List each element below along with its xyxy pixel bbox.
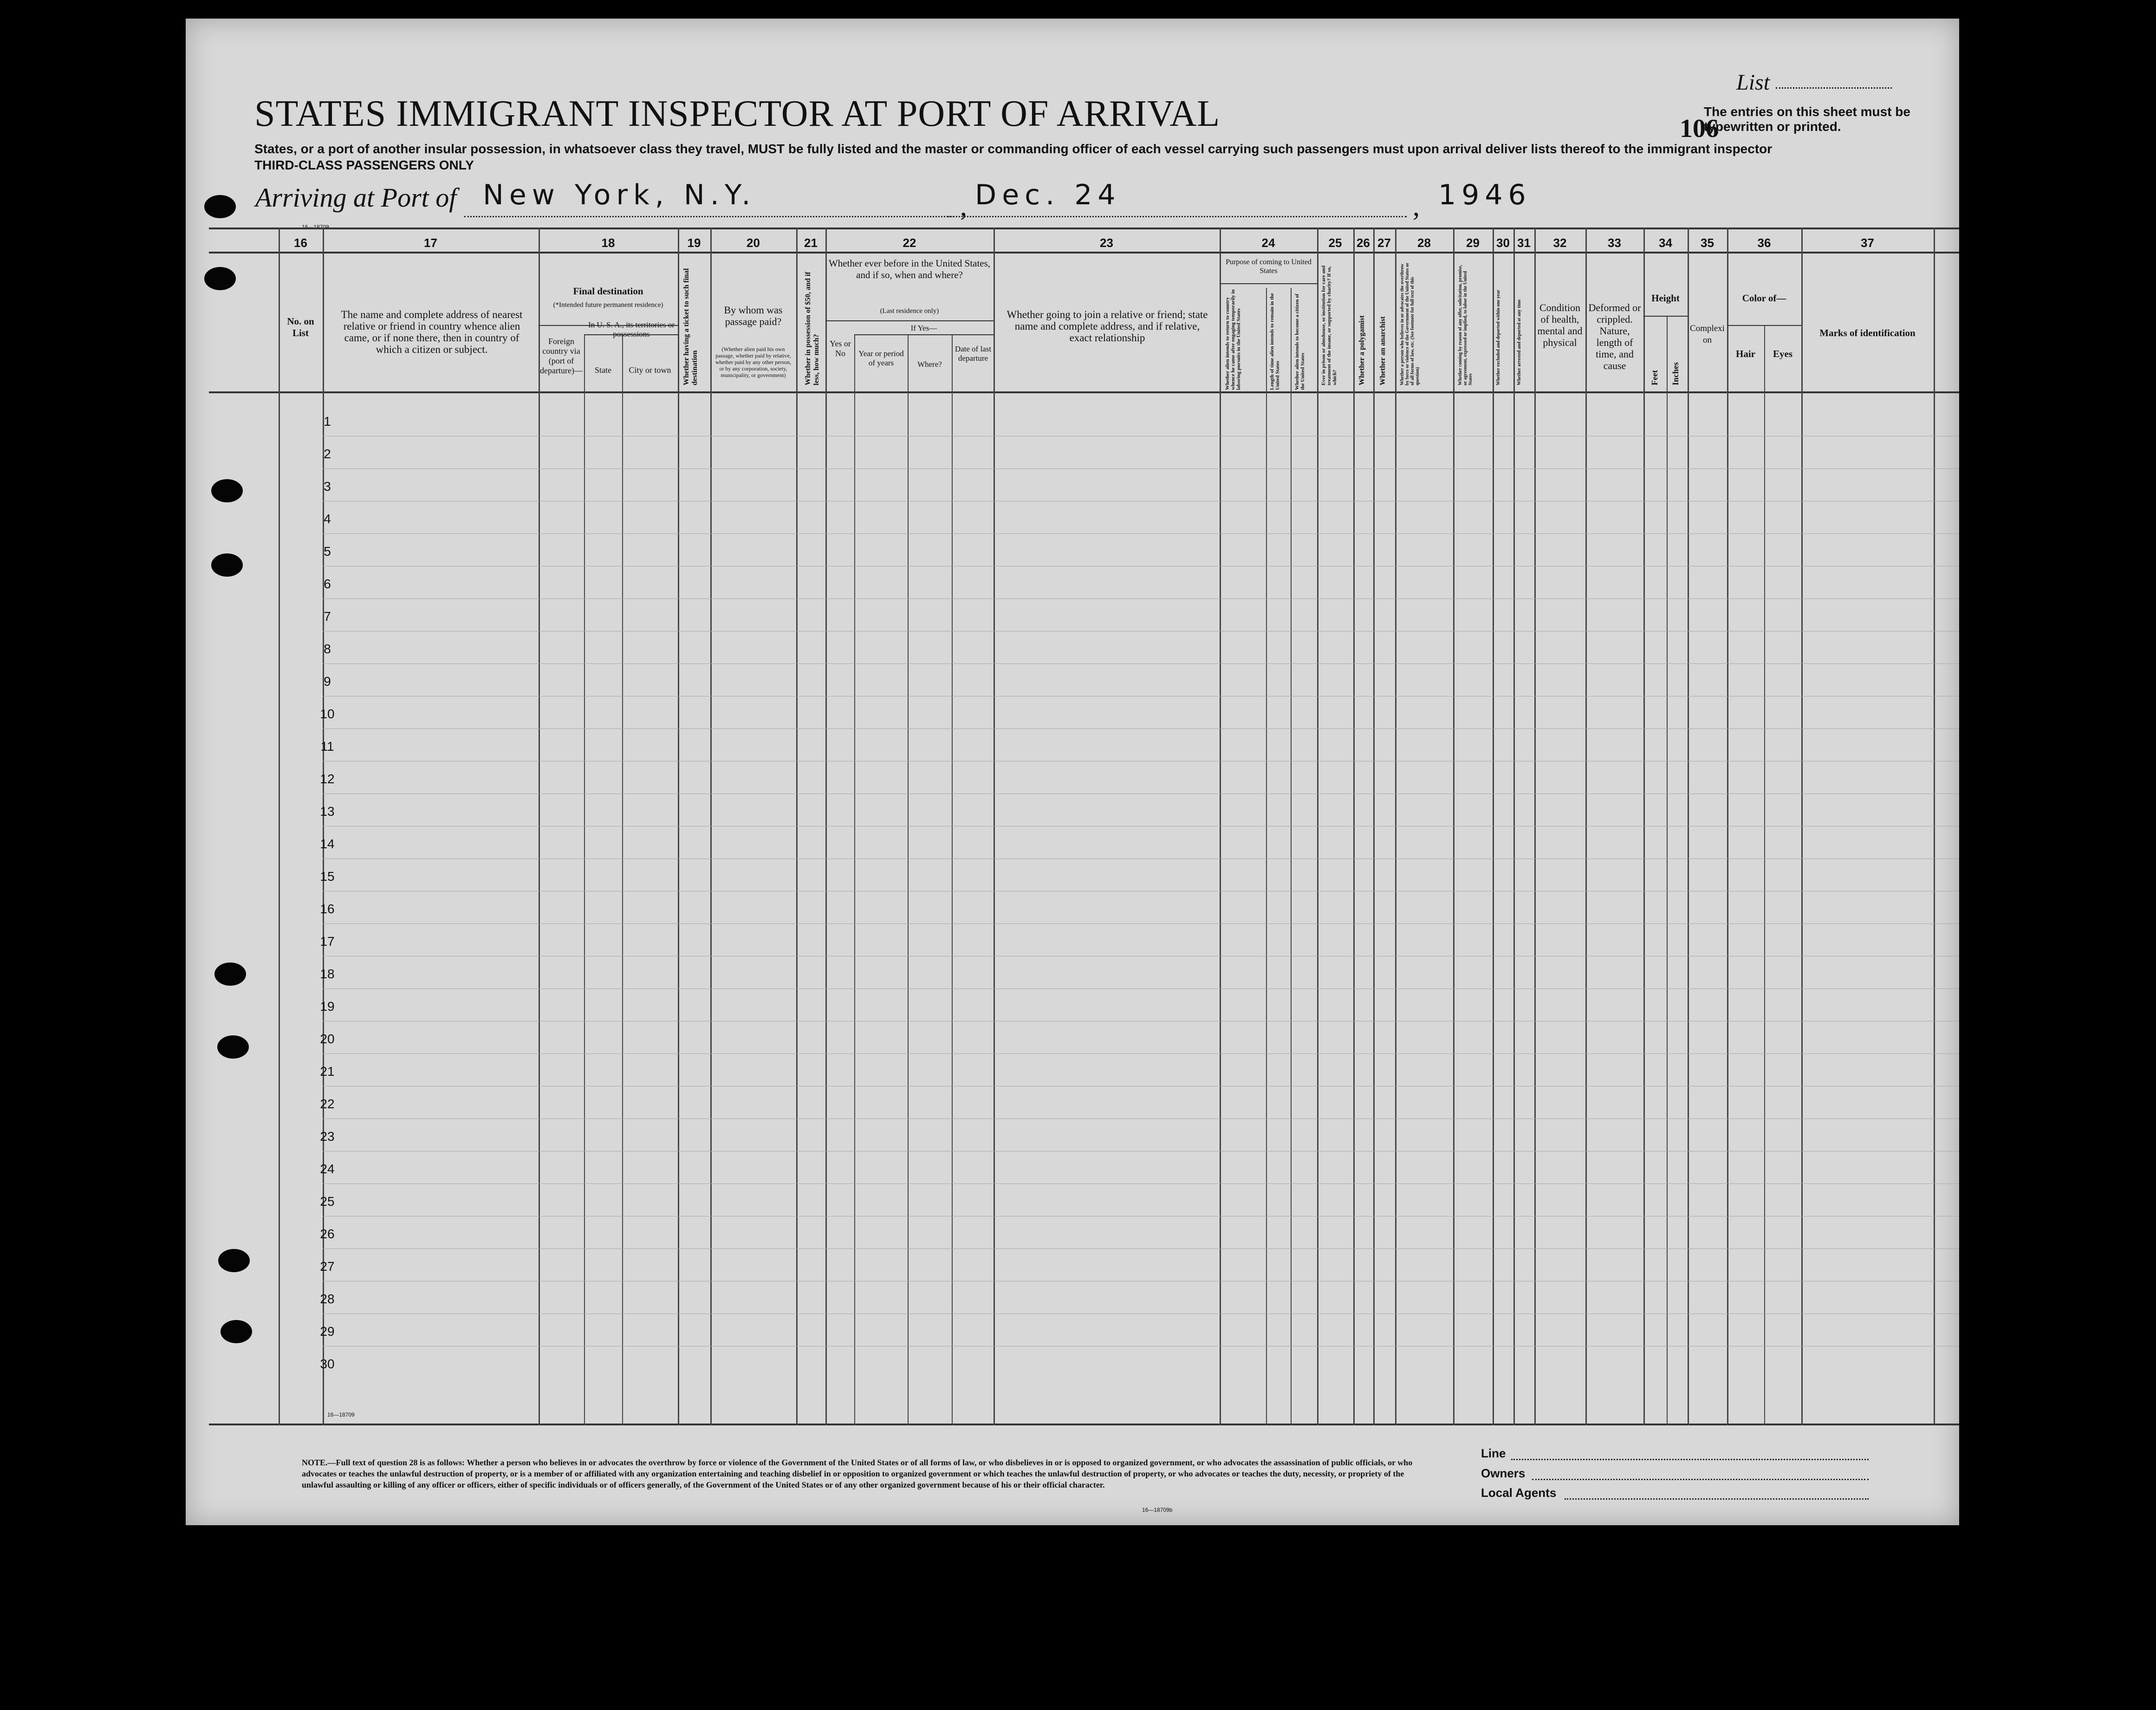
subcol-divider xyxy=(952,334,953,1425)
header-purpose: Purpose of coming to United States xyxy=(1226,258,1312,275)
subcol-divider xyxy=(908,334,909,1425)
col-divider xyxy=(710,228,712,1425)
row-number: 7 xyxy=(324,609,331,624)
subcol-divider xyxy=(1667,316,1668,1425)
header-excluded: Whether excluded and deported within one year xyxy=(1496,290,1501,385)
col-num-36: 36 xyxy=(1757,236,1771,250)
col-num-29: 29 xyxy=(1466,236,1480,250)
punch-hole xyxy=(218,1249,250,1272)
header-purpose-return: Whether alien intends to return to country whence he came after engaging temporarily in laboring pursuits in the United States xyxy=(1225,289,1241,390)
sig-owners-rule xyxy=(1532,1479,1869,1480)
header-overthrow: Whether a person who believes in or advocates the overthrow by force or violence of the Government of the United States or of all forms of law, etc. (See footnote for full text of this question) xyxy=(1400,262,1420,385)
header-nearest-relative: The name and complete address of nearest relative or friend in country whence alien came, or if none there, then in country of which a citizen or subject. xyxy=(341,309,523,355)
row-rule xyxy=(323,1118,1959,1119)
row-number: 11 xyxy=(320,739,334,754)
row-number: 10 xyxy=(320,707,335,721)
form-code-bottom: 16—18709 xyxy=(327,1411,355,1418)
col-divider xyxy=(1513,228,1515,1425)
col-num-32: 32 xyxy=(1553,236,1567,250)
header-height: Height xyxy=(1651,293,1680,304)
header-polygamist: Whether a polygamist xyxy=(1358,315,1366,385)
subcol-divider xyxy=(1266,288,1267,1425)
header-bottom-rule xyxy=(209,391,1959,393)
port-handwritten: New York, N.Y. xyxy=(483,179,756,211)
row-rule xyxy=(323,923,1959,924)
header-feet: Feet xyxy=(1650,370,1659,385)
punch-hole xyxy=(214,962,246,986)
col-divider xyxy=(1688,228,1689,1425)
header-ticket: Whether having a ticket to such final destination xyxy=(682,268,699,385)
row-number: 4 xyxy=(324,512,331,526)
col-num-16: 16 xyxy=(294,236,307,250)
row-rule xyxy=(323,1183,1959,1184)
col-num-21: 21 xyxy=(804,236,818,250)
col-divider xyxy=(1534,228,1536,1425)
row-number: 28 xyxy=(320,1292,335,1306)
header-where: Where? xyxy=(917,360,942,369)
row-number: 26 xyxy=(320,1227,335,1241)
row-number: 24 xyxy=(320,1162,335,1176)
subcol-divider xyxy=(584,334,585,1425)
header-no-on-list: No. on List xyxy=(287,316,314,338)
header-last-residence: (Last residence only) xyxy=(880,307,939,315)
class-note: THIRD-CLASS PASSENGERS ONLY xyxy=(254,158,474,172)
punch-hole xyxy=(204,195,236,218)
header-final-destination-note: (*Intended future permanent residence) xyxy=(553,301,663,309)
subcol-divider xyxy=(1291,288,1292,1425)
header-prison: Ever in prison or almshouse, or institution for care and treatment of the insane, or supported by charity? If so, which? xyxy=(1321,265,1338,385)
year-handwritten: 1946 xyxy=(1438,179,1532,211)
row-number: 16 xyxy=(320,902,335,916)
row-number: 3 xyxy=(324,479,331,494)
row-number: 23 xyxy=(320,1129,335,1144)
col-divider xyxy=(1317,228,1318,1425)
subcol-divider xyxy=(622,334,623,1425)
col-divider xyxy=(1353,228,1355,1425)
subheader-rule xyxy=(854,334,994,335)
row-rule xyxy=(323,728,1959,729)
sig-agents-rule xyxy=(1565,1498,1869,1500)
header-anarchist: Whether an anarchist xyxy=(1379,316,1387,385)
col-num-22: 22 xyxy=(903,236,916,250)
header-passage-paid-note: (Whether alien paid his own passage, whether paid by relative, whether paid by any other person, or by any corporation, society, municipality, or government) xyxy=(715,346,792,378)
col-divider xyxy=(825,228,827,1425)
header-if-yes: If Yes— xyxy=(910,324,937,332)
row-number: 1 xyxy=(324,414,331,429)
row-number: 15 xyxy=(320,869,335,884)
col-num-20: 20 xyxy=(747,236,760,250)
footnote: NOTE.—Full text of question 28 is as follows: Whether a person who believes in or advocates the overthrow by force or violence of the Government of the United States or of all forms of law, or who disbelieves in or is opposed to organized government, or who advocates the assassination of public officials, or who advocates or teaches the unlawful destruction of property, or is a member of or affiliated with any organization entertaining and teaching disbelief in or opposition to organized government or which teaches the unlawful destruction of property, or who advocates or teaches the duty, necessity, or propriety of the unlawful assaulting or killing of any officer or officers, either of specific individuals or of officers generally, of the Government of the United States or of any other organized government because of his or their official character. xyxy=(302,1458,1413,1489)
subcol-divider xyxy=(854,334,855,1425)
note-form-code: 16—18709b xyxy=(1142,1507,1173,1513)
col-num-27: 27 xyxy=(1377,236,1391,250)
col-divider xyxy=(1727,228,1728,1425)
header-foreign-country: Foreign country via (port of departure)— xyxy=(540,337,583,375)
row-rule xyxy=(323,793,1959,794)
row-number: 8 xyxy=(324,642,331,656)
column-number-rule xyxy=(209,252,1959,254)
col-divider xyxy=(279,228,280,1425)
row-number: 21 xyxy=(320,1064,335,1079)
header-city: City or town xyxy=(629,365,671,375)
col-num-31: 31 xyxy=(1517,236,1531,250)
col-num-33: 33 xyxy=(1608,236,1621,250)
col-divider xyxy=(1373,228,1375,1425)
punch-hole xyxy=(217,1035,249,1059)
col-num-23: 23 xyxy=(1100,236,1113,250)
col-divider xyxy=(1493,228,1494,1425)
port-line xyxy=(464,216,954,217)
header-deformed: Deformed or crippled. Nature, length of time, and cause xyxy=(1588,302,1641,371)
manifest-sheet xyxy=(186,19,1959,1525)
punch-hole xyxy=(211,553,243,577)
row-rule xyxy=(323,533,1959,534)
header-period: Year or period of years xyxy=(858,349,904,367)
subheader-rule xyxy=(1220,283,1317,284)
col-divider xyxy=(796,228,798,1425)
col-divider xyxy=(1643,228,1645,1425)
entries-note: The entries on this sheet must be typewritten or printed. xyxy=(1704,104,1910,134)
instructions-line: States, or a port of another insular possession, in whatsoever class they travel, MUST be fully listed and the master or commanding officer of each vessel carrying such passengers must upon arrival deliver lists thereof to the immigrant inspector xyxy=(254,142,1773,156)
header-health: Condition of health, mental and physical xyxy=(1537,302,1583,348)
col-divider xyxy=(1395,228,1396,1425)
header-in-usa: In U. S. A., its territories or possessions xyxy=(588,320,675,338)
punch-hole xyxy=(221,1320,252,1343)
col-divider xyxy=(1801,228,1803,1425)
header-final-destination: Final destination xyxy=(573,286,643,297)
punch-hole xyxy=(211,479,243,502)
row-number: 14 xyxy=(320,837,335,851)
col-num-17: 17 xyxy=(424,236,437,250)
page-title: STATES IMMIGRANT INSPECTOR AT PORT OF ARRIVAL xyxy=(254,93,1221,134)
header-complexion: Complexion xyxy=(1690,324,1725,345)
header-yes-no: Yes or No xyxy=(830,339,851,358)
subheader-rule xyxy=(1643,316,1688,317)
col-divider xyxy=(1585,228,1587,1425)
col-num-28: 28 xyxy=(1417,236,1431,250)
comma-separator: , xyxy=(1413,191,1420,221)
sig-owners-label: Owners xyxy=(1481,1466,1526,1480)
header-eyes: Eyes xyxy=(1773,348,1792,359)
col-num-24: 24 xyxy=(1261,236,1275,250)
table-bottom-rule xyxy=(209,1424,1959,1425)
row-number: 19 xyxy=(320,999,335,1014)
row-rule xyxy=(323,598,1959,599)
comma-separator: , xyxy=(960,191,967,221)
row-number: 27 xyxy=(320,1259,335,1274)
col-divider xyxy=(1453,228,1455,1425)
header-purpose-length: Length of time alien intends to remain in the United States xyxy=(1269,293,1280,390)
row-rule xyxy=(323,663,1959,664)
table-top-rule xyxy=(209,228,1959,229)
header-state: State xyxy=(595,365,611,375)
row-rule xyxy=(323,988,1959,989)
row-number: 13 xyxy=(320,804,335,819)
col-num-30: 30 xyxy=(1496,236,1510,250)
row-number: 30 xyxy=(320,1357,335,1371)
header-fifty-dollars: Whether in possession of $50, and if less, how much? xyxy=(804,272,820,385)
col-divider xyxy=(994,228,995,1425)
subheader-rule xyxy=(1727,325,1801,326)
row-number: 5 xyxy=(324,544,331,559)
col-divider xyxy=(1934,228,1935,1425)
list-label: List xyxy=(1736,70,1770,95)
header-ever-before: Whether ever before in the United States, and if so, when and where? xyxy=(828,258,991,280)
arriving-label: Arriving at Port of xyxy=(255,182,457,213)
col-num-34: 34 xyxy=(1659,236,1672,250)
sig-line-label: Line xyxy=(1481,1446,1506,1460)
row-rule xyxy=(323,1248,1959,1249)
punch-hole xyxy=(204,267,236,290)
form-code-top: 16—18709 xyxy=(302,224,329,230)
sig-agents-label: Local Agents xyxy=(1481,1486,1557,1500)
manifest-table xyxy=(209,223,1959,1425)
date-handwritten: Dec. 24 xyxy=(975,179,1121,211)
row-number: 25 xyxy=(320,1194,335,1209)
header-join-relative: Whether going to join a relative or friend; state name and complete address, and if relative, exact relationship xyxy=(1007,309,1208,344)
header-purpose-citizen: Whether alien intends to become a citizen of the United States xyxy=(1294,293,1305,390)
row-number: 6 xyxy=(324,577,331,591)
col-num-25: 25 xyxy=(1328,236,1342,250)
header-offer-labor: Whether coming by reason of any offer, solicitation, promise, or agreement, expressed or implied, to labor in the United States xyxy=(1458,265,1473,385)
header-marks: Marks of identification xyxy=(1819,327,1916,338)
page-stamp-number: 106 xyxy=(1680,114,1719,143)
header-arrested: Whether arrested and deported at any time xyxy=(1517,299,1522,385)
header-color-of: Color of— xyxy=(1742,293,1786,304)
sig-line-rule xyxy=(1511,1459,1869,1460)
col-num-35: 35 xyxy=(1701,236,1714,250)
row-number: 2 xyxy=(324,447,331,461)
row-rule xyxy=(323,858,1959,859)
col-num-37: 37 xyxy=(1861,236,1874,250)
col-num-18: 18 xyxy=(601,236,615,250)
list-number-line xyxy=(1776,87,1892,89)
row-rule xyxy=(323,1313,1959,1314)
col-divider xyxy=(678,228,679,1425)
row-number: 9 xyxy=(324,674,331,689)
col-divider xyxy=(1220,228,1221,1425)
subheader-rule xyxy=(825,320,994,321)
row-number: 29 xyxy=(320,1324,335,1339)
col-num-26: 26 xyxy=(1357,236,1370,250)
row-number: 12 xyxy=(320,772,335,786)
subcol-divider xyxy=(1764,325,1765,1425)
header-passage-paid: By whom was passage paid? xyxy=(724,304,783,327)
header-inches: Inches xyxy=(1671,362,1680,385)
row-rule xyxy=(323,468,1959,469)
date-line xyxy=(947,216,1407,217)
row-number: 22 xyxy=(320,1097,335,1111)
col-divider xyxy=(539,228,540,1425)
row-number: 20 xyxy=(320,1032,335,1046)
header-hair: Hair xyxy=(1736,348,1755,359)
row-rule xyxy=(323,1053,1959,1054)
row-number: 18 xyxy=(320,967,335,981)
header-date-departure: Date of last departure xyxy=(955,345,992,363)
col-num-19: 19 xyxy=(687,236,701,250)
col-divider xyxy=(323,228,324,1425)
row-number: 17 xyxy=(320,934,335,949)
